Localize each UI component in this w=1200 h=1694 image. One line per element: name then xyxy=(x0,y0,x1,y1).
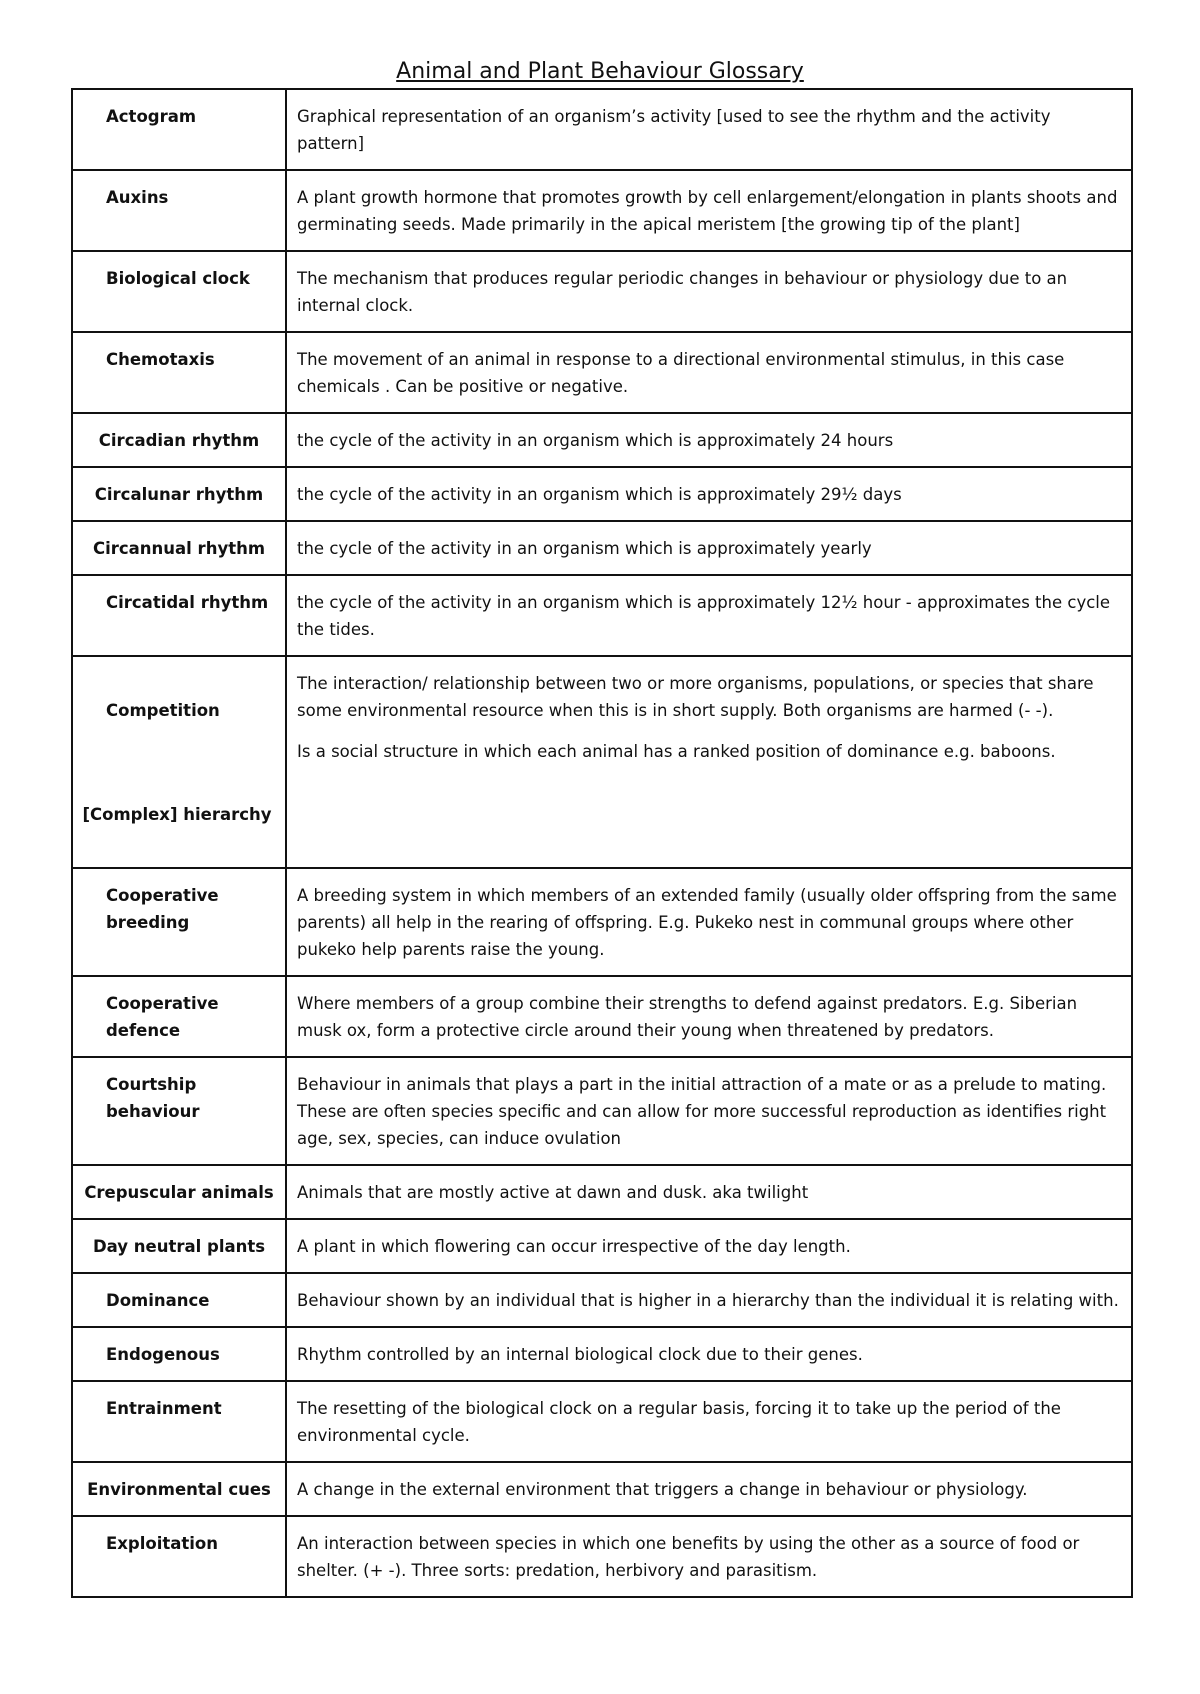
glossary-table xyxy=(71,88,1133,1598)
glossary-definition: The mechanism that produces regular periodic changes in behaviour or physiology due to an internal clock. xyxy=(286,251,1132,332)
glossary-term: Competition xyxy=(106,701,220,720)
glossary-definition: An interaction between species in which one benefits by using the other as a source of food or shelter. (+ -). Three sorts: predation, herbivory and parasitism. xyxy=(286,1516,1132,1597)
glossary-term: Circalunar rhythm xyxy=(72,467,286,521)
glossary-definition: Animals that are mostly active at dawn and dusk. aka twilight xyxy=(286,1165,1132,1219)
table-row xyxy=(72,1462,1132,1516)
table-row xyxy=(72,976,1132,1057)
glossary-definition: A plant in which flowering can occur irrespective of the day length. xyxy=(286,1219,1132,1273)
glossary-term: Dominance xyxy=(72,1273,286,1327)
glossary-term: Circannual rhythm xyxy=(72,521,286,575)
glossary-definition: The interaction/ relationship between two or more organisms, populations, or species that share some environmental resource when this is in short supply. Both organisms are harmed (- -). xyxy=(297,674,1094,720)
table-row xyxy=(72,251,1132,332)
table-row xyxy=(72,467,1132,521)
glossary-definition: the cycle of the activity in an organism which is approximately yearly xyxy=(286,521,1132,575)
glossary-term: Cooperative breeding xyxy=(72,868,286,976)
table-row xyxy=(72,413,1132,467)
glossary-term: [Complex] hierarchy xyxy=(82,805,272,824)
glossary-definition: the cycle of the activity in an organism which is approximately 29½ days xyxy=(286,467,1132,521)
glossary-term: Actogram xyxy=(72,89,286,170)
document-title-text: Animal and Plant Behaviour Glossary xyxy=(396,59,804,84)
table-row xyxy=(72,332,1132,413)
glossary-term: Biological clock xyxy=(72,251,286,332)
glossary-definition: Rhythm controlled by an internal biological clock due to their genes. xyxy=(286,1327,1132,1381)
table-row xyxy=(72,1381,1132,1462)
glossary-term: Courtship behaviour xyxy=(72,1057,286,1165)
table-row xyxy=(72,575,1132,656)
glossary-definition: A change in the external environment that triggers a change in behaviour or physiology. xyxy=(286,1462,1132,1516)
glossary-definition: A plant growth hormone that promotes growth by cell enlargement/elongation in plants shoots and germinating seeds. Made primarily in the apical meristem [the growing tip of the plant] xyxy=(286,170,1132,251)
table-row xyxy=(72,89,1132,170)
table-row xyxy=(72,868,1132,976)
glossary-definition: Is a social structure in which each animal has a ranked position of dominance e.g. baboons. xyxy=(297,742,1056,761)
glossary-definition: Behaviour shown by an individual that is higher in a hierarchy than the individual it is relating with. xyxy=(286,1273,1132,1327)
glossary-term: Cooperative defence xyxy=(72,976,286,1057)
table-row xyxy=(72,1057,1132,1165)
glossary-definition: Graphical representation of an organism’s activity [used to see the rhythm and the activity pattern] xyxy=(286,89,1132,170)
table-row xyxy=(72,1516,1132,1597)
table-row xyxy=(72,656,1132,868)
glossary-term: Exploitation xyxy=(72,1516,286,1597)
table-row xyxy=(72,170,1132,251)
glossary-term: Circadian rhythm xyxy=(72,413,286,467)
glossary-definition: A breeding system in which members of an extended family (usually older offspring from the same parents) all help in the rearing of offspring. E.g. Pukeko nest in communal groups where other pukeko help parents raise the young. xyxy=(286,868,1132,976)
glossary-definition-pair xyxy=(286,656,1132,868)
glossary-term: Endogenous xyxy=(72,1327,286,1381)
table-row xyxy=(72,521,1132,575)
table-row xyxy=(72,1219,1132,1273)
glossary-term: Auxins xyxy=(72,170,286,251)
glossary-definition: The resetting of the biological clock on a regular basis, forcing it to take up the period of the environmental cycle. xyxy=(286,1381,1132,1462)
glossary-term: Environmental cues xyxy=(72,1462,286,1516)
glossary-term: Chemotaxis xyxy=(72,332,286,413)
glossary-definition: the cycle of the activity in an organism which is approximately 24 hours xyxy=(286,413,1132,467)
glossary-definition: The movement of an animal in response to a directional environmental stimulus, in this case chemicals . Can be positive or negative. xyxy=(286,332,1132,413)
table-row xyxy=(72,1165,1132,1219)
glossary-term: Circatidal rhythm xyxy=(72,575,286,656)
glossary-term: Crepuscular animals xyxy=(72,1165,286,1219)
glossary-definition: Behaviour in animals that plays a part in the initial attraction of a mate or as a prelude to mating. These are often species specific and can allow for more successful reproduction as identifies right age, sex, species, can induce ovulation xyxy=(286,1057,1132,1165)
glossary-term: Entrainment xyxy=(72,1381,286,1462)
glossary-definition: Where members of a group combine their strengths to defend against predators. E.g. Siberian musk ox, form a protective circle around their young when threatened by predators. xyxy=(286,976,1132,1057)
glossary-definition: the cycle of the activity in an organism which is approximately 12½ hour - approximates the cycle the tides. xyxy=(286,575,1132,656)
table-row xyxy=(72,1273,1132,1327)
table-row xyxy=(72,1327,1132,1381)
glossary-term-pair xyxy=(72,656,286,868)
document-title xyxy=(0,58,1200,86)
glossary-term: Day neutral plants xyxy=(72,1219,286,1273)
